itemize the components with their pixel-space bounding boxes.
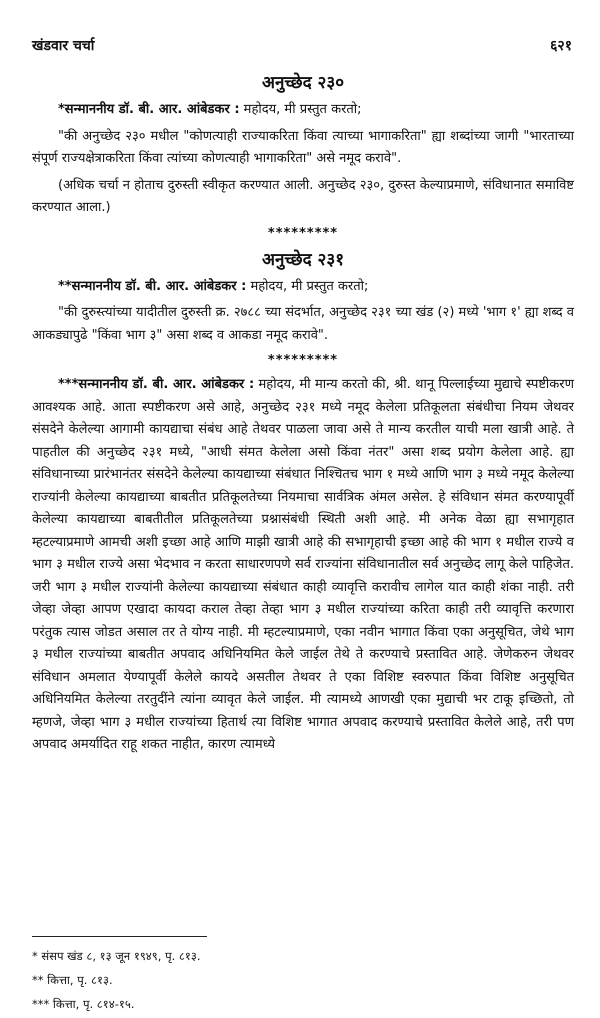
speech-paragraph [32,374,574,757]
speech-body: महोदय, मी मान्य करतो की, श्री. थानू पिल्लाईच्या मुद्याचे स्पष्टीकरण आवश्यक आहे. आता स्पष्टीकरण असे आहे, अनुच्छेद २३१ मध्ये नमूद केलेला प्रतिकूलता संबंधीचा नियम जेथवर संसदेने केलेल्या आगामी कायद्याचा संबंध आहे तेथवर पाळला जावा असे ते मान्य करतील याची मला खात्री आहे. ते पाहतील की अनुच्छेद २३१ मध्ये, "आधी संमत केलेला असो किंवा नंतर" असा शब्द प्रयोग केलेला आहे. ह्या संविधानाच्या प्रारंभानंतर संसदेने केलेल्या कायद्याच्या संबंधात निश्चितच भाग १ मध्ये आणि भाग ३ मध्ये नमूद केलेल्या राज्यांनी केलेल्या कायद्याच्या बाबतीत प्रतिकूलतेच्या नियमाचा सार्वत्रिक अंमल असेल. हे संविधान संमत करण्यापूर्वी केलेल्या कायद्याच्या बाबतीतील प्रतिकूलतेच्या प्रश्नासंबंधी स्थिती अशी आहे. मी अनेक वेळा ह्या सभागृहात म्हटल्याप्रमाणे आमची अशी इच्छा आहे आणि माझी खात्री आहे की सभागृहाची इच्छा आहे की भाग १ मधील राज्ये व भाग ३ मधील राज्ये असा भेदभाव न करता साधारणपणे सर्व राज्यांना संविधानातील सर्व अनुच्छेद लागू केले पाहिजेत. जरी भाग ३ मधील राज्यांनी केलेल्या कायद्याच्या संबंधात काही व्यावृत्ति करावीच लागेल यात काही शंका नाही. तरी जेव्हा जेव्हा आपण एखादा कायदा कराल तेव्हा तेव्हा भाग ३ मधील राज्यांच्या करिता काही तरी व्यावृत्ति करणारा परंतुक त्यास जोडत असाल तर ते योग्य नाही. मी म्हटल्याप्रमाणे, एका नवीन भागात किंवा एका अनुसूचित, जेथे भाग ३ मधील राज्यांच्या बाबतीत अपवाद अधिनियमित केले जाईल तेथे ते करण्याचे प्रस्तावित आहे. जेणेकरुन जेथवर संविधान अमलात येण्यापूर्वी केलेले कायदे असतील तेथवर ते एका विशिष्ट स्वरुपात किंवा विशिष्ट अनुसूचित अधिनियमित केलेल्या तरतुदींने त्यांना व्यावृत केले जाईल. मी त्यामध्ये आणखी एका मुद्याची भर टाकू इच्छितो, तो म्हणजे, जेव्हा भाग ३ मधील राज्यांच्या हितार्थ त्या विशिष्ट भागात अपवाद करण्याचे प्रस्तावित केलेले आहे, तरी पण अपवाद अमर्यादित राहू शकत नाहीत, कारण त्यामध्ये [32,377,574,752]
speaker-statement: महोदय, मी प्रस्तुत करतो; [239,102,362,117]
footnotes [32,944,574,1016]
speaker-name: *सन्माननीय डॉ. बी. आर. आंबेडकर : [58,102,240,117]
amendment-text-1: "की अनुच्छेद २३० मधील "कोणत्याही राज्याकरिता किंवा त्याच्या भागाकरिता" ह्या शब्दांच्या जागी "भारताच्या संपूर्ण राज्यक्षेत्राकरिता किंवा त्यांच्या कोणत्याही भागाकरिता" असे नमूद करावे". [32,128,574,166]
speaker-name: ***सन्माननीय डॉ. बी. आर. आंबेडकर : [58,377,255,392]
footnote-2: ** कित्ता, पृ. ८१३. [32,973,113,987]
speaker-paragraph-2 [32,276,574,299]
running-title: खंडवार चर्चा [32,38,95,54]
section-separator: ********* [267,353,339,368]
section-separator: ********* [267,225,339,241]
article-231-heading: अनुच्छेद २३१ [261,249,345,270]
amendment-text-2: "की दुरुस्त्यांच्या यादीतील दुरुस्ती क्र. २७८८ च्या संदर्भात, अनुच्छेद २३१ च्या खंड (२) मध्ये 'भाग १' ह्या शब्द व आकड्यापुढे "किंवा भाग ३" असा शब्द व आकडा नमूद करावे". [32,305,575,343]
article-230-heading: अनुच्छेद २३० [261,73,345,93]
page-content [32,70,574,761]
footnote-rule [32,936,207,937]
footnote-3: *** कित्ता, पृ. ८१४-१५. [32,997,135,1011]
speaker-paragraph-1 [32,99,574,122]
procedural-note: (अधिक चर्चा न होताच दुरुस्ती स्वीकृत करण्यात आली. अनुच्छेद २३०, दुरुस्त केल्याप्रमाणे, संविधानात समाविष्ट करण्यात आला.) [32,177,574,215]
running-header [32,36,572,60]
footnote-1: * संसप खंड ८, १३ जून १९४९, पृ. ८१३. [32,949,201,963]
page-number: ६२१ [550,38,572,54]
speaker-name: **सन्माननीय डॉ. बी. आर. आंबेडकर : [58,278,247,294]
speaker-statement: महोदय, मी प्रस्तुत करतो; [246,278,369,294]
